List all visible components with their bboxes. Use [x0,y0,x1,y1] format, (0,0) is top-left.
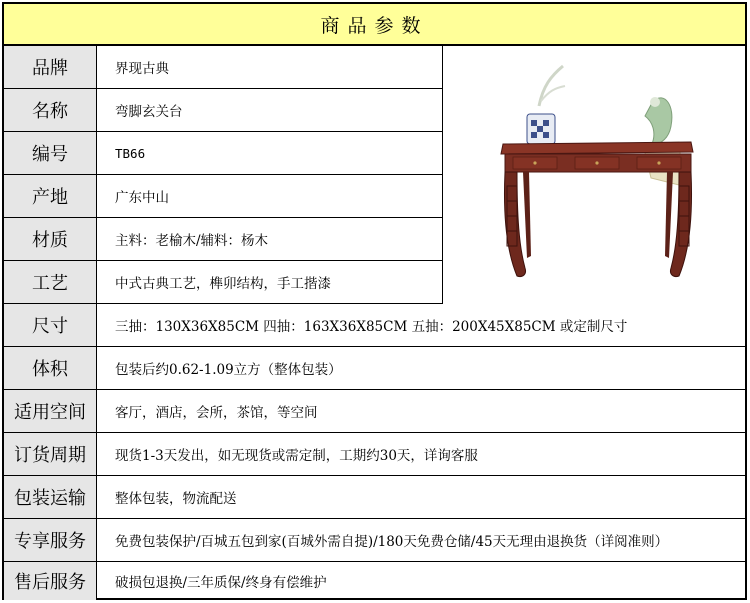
row-label: 品牌 [4,46,97,88]
row-label: 产地 [4,175,97,217]
row-label: 材质 [4,218,97,260]
row-value: 主料：老榆木/辅料：杨木 [97,218,443,260]
row-value: 客厅，酒店，会所，茶馆，等空间 [115,405,318,421]
row-label: 售后服务 [4,562,97,600]
table-row [4,476,745,519]
row-value: 弯脚玄关台 [97,89,443,131]
row-label: 体积 [4,347,97,389]
row-value: 三抽：130X36X85CM 四抽：163X36X85CM 五抽：200X45X85CM 或定制尺寸 [115,319,628,335]
row-label: 包装运输 [4,476,97,518]
row-label: 名称 [4,89,97,131]
table-row [4,519,745,562]
table-title: 商品参数 [4,4,745,46]
row-value: 破损包退换/三年质保/终身有偿维护 [115,575,327,591]
row-value: 广东中山 [97,175,443,217]
row-label: 订货周期 [4,433,97,475]
row-label: 专享服务 [4,519,97,561]
row-value: 整体包装，物流配送 [115,491,237,507]
row-value: 现货1-3天发出，如无现货或需定制，工期约30天，详询客服 [115,448,478,464]
row-value: 界现古典 [97,46,443,88]
product-image [443,46,745,304]
row-label: 工艺 [4,261,97,303]
table-row [4,390,745,433]
row-value: 包装后约0.62-1.09立方（整体包装） [115,362,342,378]
row-value: TB66 [97,132,443,174]
row-label: 编号 [4,132,97,174]
table-row [4,347,745,390]
table-row [4,562,745,600]
row-label: 适用空间 [4,390,97,432]
row-value: 免费包装保护/百城五包到家(百城外需自提)/180天免费仓储/45天无理由退换货（详阅准则） [115,534,669,550]
console-table-illustration [443,46,745,304]
row-value: 中式古典工艺，榫卯结构，手工揩漆 [97,261,443,303]
table-row [4,304,745,347]
product-spec-table [2,2,747,600]
row-label: 尺寸 [4,304,97,346]
table-row [4,433,745,476]
